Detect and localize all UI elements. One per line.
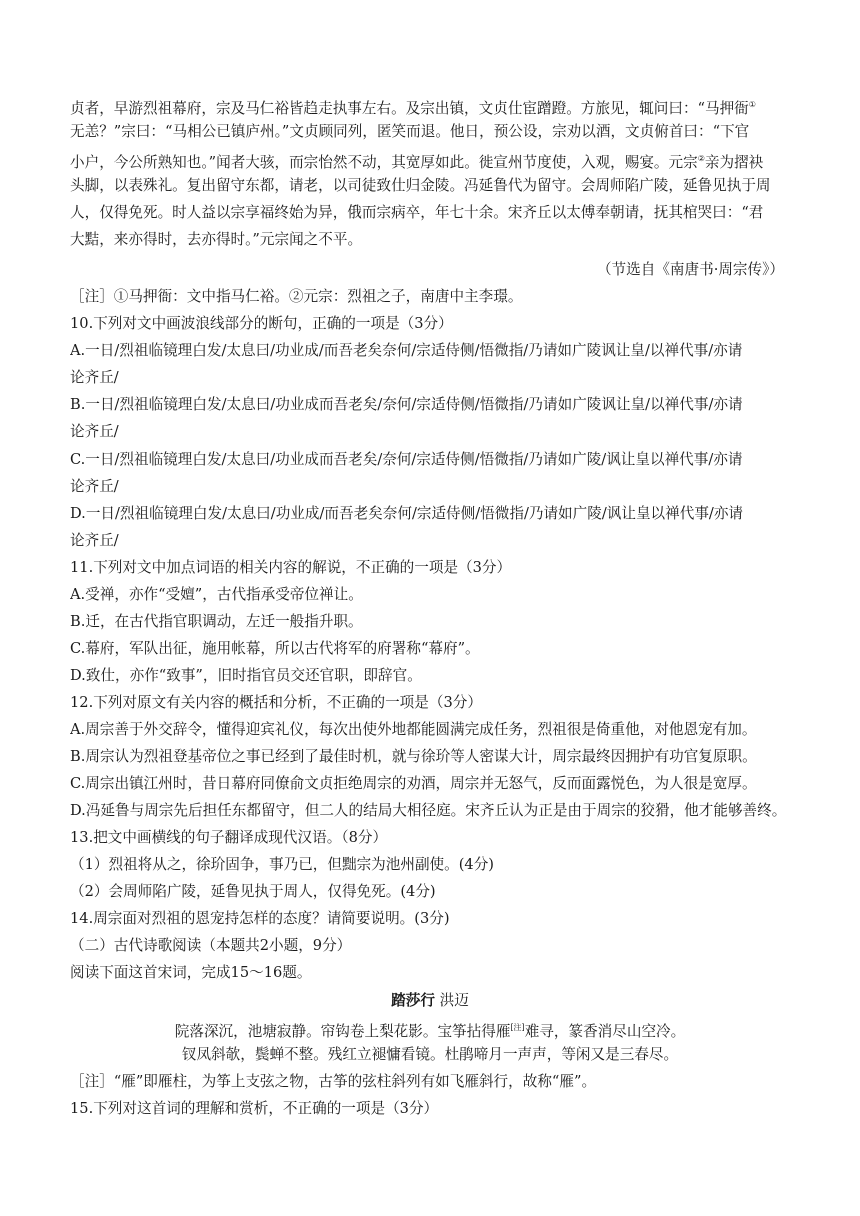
option-10-a: A.一日/烈祖临镜理白发/太息曰/功业成/而吾老矣奈何/宗适侍侧/悟微指/乃请如广陵讽让皇/以禅代事/亦请 xyxy=(70,342,743,359)
poem-title: 踏莎行 xyxy=(391,992,435,1009)
question-13-stem: 13.把文中画横线的句子翻译成现代汉语。（8分） xyxy=(70,829,388,846)
section-instruction: 阅读下面这首宋词，完成15～16题。 xyxy=(70,964,312,981)
question-15-stem: 15.下列对这首词的理解和赏析，不正确的一项是（3分） xyxy=(70,1100,439,1117)
question-13-sentence-2: （2）会周师陷广陵，延鲁见执于周人，仅得免死。(4分) xyxy=(70,883,436,900)
poem-note: ［注］“雁”即雁柱，为筝上支弦之物，古筝的弦柱斜列有如飞雁斜行，故称“雁”。 xyxy=(70,1073,597,1090)
underlined-sentence: 会周师陷广陵，延鲁见执于周 xyxy=(580,177,771,194)
option-12-c: C.周宗出镇江州时，昔日幕府同僚俞文贞拒绝周宗的劝酒，周宗并无怒气，反而面露悦色，为人很是宽厚。 xyxy=(70,775,757,792)
passage-line: 人，仅得免死。时人益以宗享福终始为异，俄而宗病卒，年七十余。宋齐丘以太傅奉朝请，抚其棺哭曰：“君 xyxy=(70,204,764,221)
question-12-stem: 12.下列对原文有关内容的概括和分析，不正确的一项是（3分） xyxy=(70,694,482,711)
passage-line: 大黠，来亦得时，去亦得时。”元宗闻之不平。 xyxy=(70,231,363,248)
footnote-marker: ② xyxy=(697,154,705,163)
poem-author: 洪迈 xyxy=(439,992,469,1009)
option-11-a: A.受禅，亦作“受嬗”，古代指承受帝位禅让。 xyxy=(70,586,363,603)
question-10-stem: 10.下列对文中画波浪线部分的断句，正确的一项是（3分） xyxy=(70,315,453,332)
source-citation: （节选自《南唐书·周宗传》） xyxy=(596,261,784,278)
option-10-d: D.一日/烈祖临镜理白发/太息曰/功业成/而吾老矣奈何/宗适侍侧/悟微指/乃请如广陵/讽让皇以禅代事/亦请 xyxy=(70,505,744,522)
passage-line: 贞者，早游烈祖幕府，宗及马仁裕皆趋走执事左右。及宗出镇，文贞仕宦蹭蹬。方旅见，辄问曰：“马押衙① xyxy=(70,100,756,117)
passage-line: 无恙？”宗曰：“马相公已镇庐州。”文贞顾同列，匿笑而退。他日，预公设，宗劝以酒，文贞俯首曰：“下官 xyxy=(70,123,750,140)
option-10-c-cont: 论齐丘/ xyxy=(70,478,119,495)
option-10-b: B.一日/烈祖临镜理白发/太息曰/功业成而吾老矣/奈何/宗适侍侧/悟微指/乃请如广陵讽让皇/以禅代事/亦请 xyxy=(70,396,743,413)
underlined-sentence: 人，仅得免死。 xyxy=(70,204,173,221)
passage-line: 小户，今公所熟知也。”闻者大骇，而宗怡然不动，其宽厚如此。徙宣州节度使，入观，赐宴。元宗②亲为摺袂 xyxy=(70,154,764,171)
footnote-marker: [注] xyxy=(510,1023,525,1032)
section-heading: （二）古代诗歌阅读（本题共2小题，9分） xyxy=(70,937,352,954)
poem-heading xyxy=(0,992,860,1010)
option-10-a-cont: 论齐丘/ xyxy=(70,369,119,386)
option-12-a: A.周宗善于外交辞令，懂得迎宾礼仪，每次出使外地都能圆满完成任务，烈祖很是倚重他，对他恩宠有加。 xyxy=(70,721,757,738)
question-11-stem: 11.下列对文中加点词语的相关内容的解说，不正确的一项是（3分） xyxy=(70,559,512,576)
option-10-b-cont: 论齐丘/ xyxy=(70,423,119,440)
option-10-d-cont: 论齐丘/ xyxy=(70,532,119,549)
question-14-stem: 14.周宗面对烈祖的恩宠持怎样的态度？请简要说明。(3分) xyxy=(70,910,450,927)
passage-note: ［注］①马押衙：文中指马仁裕。②元宗：烈祖之子，南唐中主李璟。 xyxy=(70,288,523,305)
passage-line: 头脚，以表殊礼。复出留守东都，请老，以司徒致仕归金陵。冯延鲁代为留守。会周师陷广陵，延鲁见执于周 xyxy=(70,177,771,194)
option-11-d: D.致仕，亦作“致事”，旧时指官员交还官职，即辞官。 xyxy=(70,667,422,684)
option-11-b: B.迁，在古代指官职调动，左迁一般指升职。 xyxy=(70,613,363,630)
option-10-c: C.一日/烈祖临镜理白发/太息曰/功业成而吾老矣/奈何/宗适侍侧/悟微指/乃请如广陵/讽让皇以禅代事/亦请 xyxy=(70,451,743,468)
poem-line: 院落深沉，池塘寂静。帘钩卷上梨花影。宝筝拈得雁[注]难寻，篆香消尽山空冷。 xyxy=(174,1023,686,1040)
option-11-c: C.幕府，军队出征，施用帐幕，所以古代将军的府署称“幕府”。 xyxy=(70,640,480,657)
footnote-marker: ① xyxy=(748,100,756,109)
option-12-b: B.周宗认为烈祖登基帝位之事已经到了最佳时机，就与徐玠等人密谋大计，周宗最终因拥护有功官复原职。 xyxy=(70,748,757,765)
poem-line: 钗凤斜欹，鬓蝉不整。残红立褪慵看镜。杜鹃啼月一声声，等闲又是三春尽。 xyxy=(181,1046,679,1063)
option-12-d: D.冯延鲁与周宗先后担任东都留守，但二人的结局大相径庭。宋齐丘认为正是由于周宗的狡猾，他才能够善终。 xyxy=(70,802,787,819)
question-13-sentence-1: （1）烈祖将从之，徐玠固争，事乃已，但黜宗为池州副使。(4分) xyxy=(70,856,494,873)
